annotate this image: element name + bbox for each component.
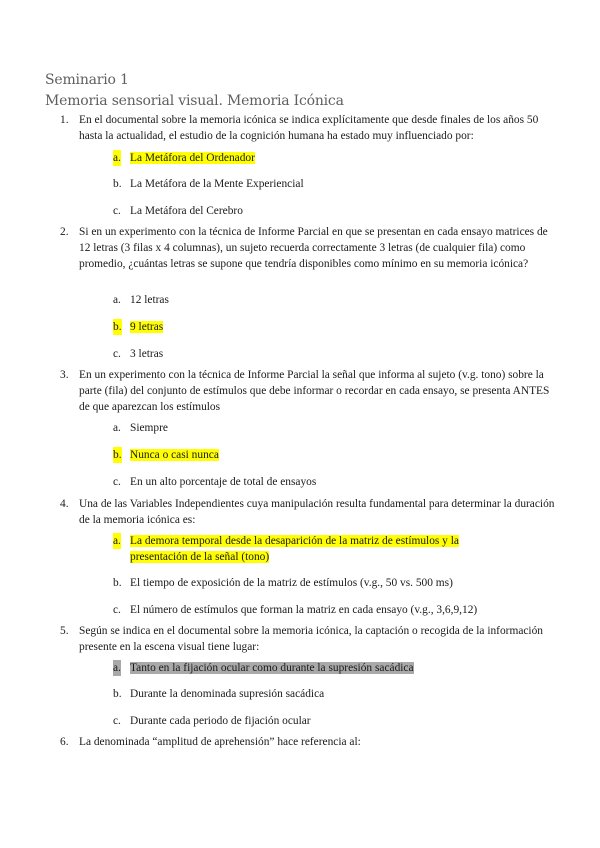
option-letter: a. bbox=[113, 422, 121, 434]
option-letter: c. bbox=[113, 205, 121, 217]
option-text: 9 letras bbox=[130, 321, 164, 333]
option-text: 3 letras bbox=[130, 348, 164, 360]
option-text: El tiempo de exposición de la matriz de estímulos (v.g., 50 vs. 500 ms) bbox=[130, 577, 453, 589]
option-letter: c. bbox=[113, 715, 121, 727]
option-text: Durante cada periodo de fijación ocular bbox=[130, 715, 311, 727]
option-text: Nunca o casi nunca bbox=[130, 449, 219, 461]
question-text: En un experimento con la técnica de Informe Parcial la señal que informa al sujeto (v.g. tono) sobre la parte (fila) del conjunto de estímulos que debe informar o recordar en cada ensayo, se presenta ANTES de que aparezcan los estímulos bbox=[79, 369, 550, 413]
option-letter: a. bbox=[113, 294, 121, 306]
question-text: En el documental sobre la memoria icónica se indica explícitamente que desde finales de los años 50 hasta la actualidad, el estudio de la cognición humana ha estado muy influenciado por: bbox=[79, 114, 539, 142]
question-number: 5. bbox=[60, 625, 69, 637]
question-number: 4. bbox=[60, 498, 69, 510]
option-letter: a. bbox=[113, 662, 121, 674]
question-number: 2. bbox=[60, 226, 69, 238]
option-text: Tanto en la fijación ocular como durante la supresión sacádica bbox=[130, 662, 414, 674]
question-number: 3. bbox=[60, 369, 69, 381]
page-subtitle: Memoria sensorial visual. Memoria Icónica bbox=[45, 93, 344, 109]
option-text: El número de estímulos que forman la matriz en cada ensayo (v.g., 3,6,9,12) bbox=[130, 604, 478, 616]
option-text: La Metáfora del Ordenador bbox=[130, 152, 255, 164]
option-text: 12 letras bbox=[130, 294, 169, 306]
option-letter: c. bbox=[113, 604, 121, 616]
option-text: Durante la denominada supresión sacádica bbox=[130, 688, 325, 700]
option-letter: b. bbox=[113, 449, 122, 461]
seminar-title: Seminario 1 bbox=[45, 72, 129, 88]
question-text: Una de las Variables Independientes cuya manipulación resulta fundamental para determinar la duración de la memoria icónica es: bbox=[79, 498, 555, 526]
question-number: 6. bbox=[60, 736, 69, 748]
option-text: La Metáfora del Cerebro bbox=[130, 205, 243, 217]
option-letter: b. bbox=[113, 577, 122, 589]
option-text: La demora temporal desde la desaparición de la matriz de estímulos y la presentación de la señal (tono) bbox=[130, 535, 459, 563]
option-letter: b. bbox=[113, 321, 122, 333]
option-text: En un alto porcentaje de total de ensayos bbox=[130, 476, 317, 488]
option-letter: b. bbox=[113, 178, 122, 190]
option-letter: c. bbox=[113, 476, 121, 488]
option-letter: b. bbox=[113, 688, 122, 700]
option-letter: a. bbox=[113, 535, 121, 547]
option-text: La Metáfora de la Mente Experiencial bbox=[130, 178, 304, 190]
question-text: La denominada “amplitud de aprehensión” hace referencia al: bbox=[79, 736, 361, 748]
question-text: Si en un experimento con la técnica de Informe Parcial en que se presentan en cada ensayo matrices de 12 letras (3 filas x 4 columnas), un sujeto recuerda correctamente 3 letras (de cualquier fila) como promedio, ¿cuántas letras se supone que tendría disponibles como mínimo en su memoria icónica? bbox=[79, 226, 548, 270]
question-number: 1. bbox=[60, 114, 69, 126]
option-letter: c. bbox=[113, 348, 121, 360]
question-text: Según se indica en el documental sobre la memoria icónica, la captación o recogida de la información presente en la escena visual tiene lugar: bbox=[79, 625, 543, 653]
option-text: Siempre bbox=[130, 422, 168, 434]
option-letter: a. bbox=[113, 152, 121, 164]
